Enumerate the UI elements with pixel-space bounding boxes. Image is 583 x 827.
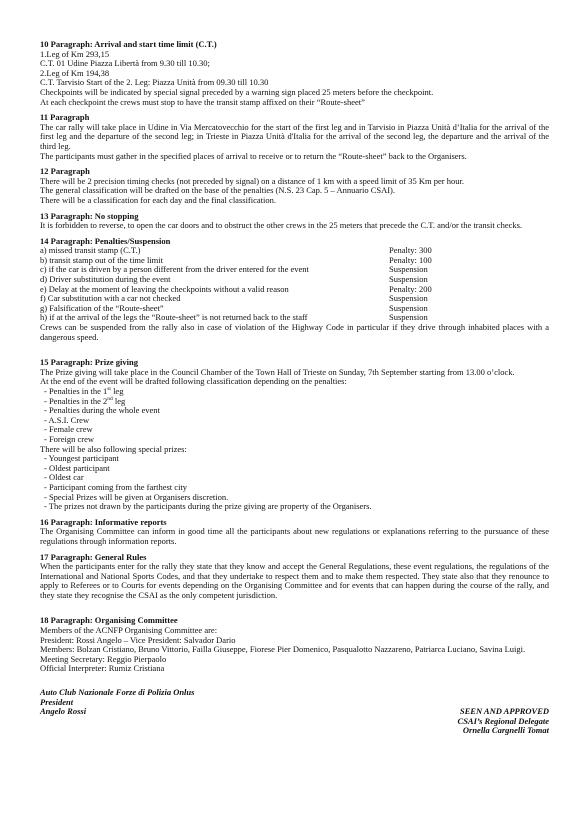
list-item: - Oldest car	[44, 472, 84, 483]
paragraph-16	[40, 518, 549, 547]
list-item: - Foreign crew	[44, 433, 95, 444]
penalty-value: Suspension	[389, 293, 428, 304]
penalty-item: a) missed transit stamp (C.T.)	[40, 245, 141, 256]
paragraph-12-line: There will be a classification for each day and the final classification.	[40, 194, 277, 205]
paragraph-12-title: 12 Paragraph	[40, 166, 90, 177]
penalty-value: Penalty: 200	[389, 283, 432, 294]
list-item: - Oldest participant	[44, 462, 110, 473]
signature-right	[458, 688, 549, 736]
committee-line: Official Interpreter: Rumiz Cristiana	[40, 663, 165, 674]
paragraph-10	[40, 40, 549, 107]
ct-tarvisio-time: C.T. Tarvisio Start of the 2. Leg: Piazza Unità from 09.30 till 10.30	[40, 77, 269, 88]
paragraph-11	[40, 113, 549, 161]
paragraph-14-note: Crews can be suspended from the rally also in case of violation of the Highway Code in particular if they drive through inhabited places with a dangerous speed.	[40, 322, 549, 342]
paragraph-14-title: 14 Paragraph: Penalties/Suspension	[40, 235, 171, 246]
penalty-value: Suspension	[389, 302, 428, 313]
checkpoint-note: Checkpoints will be indicated by special signal preceded by a warning sign placed 25 meters before the checkpoint.	[40, 86, 434, 97]
paragraph-12-line: There will be 2 precision timing checks (not preceded by signal) on a distance of 1 km with a speed limit of 35 Km per hour.	[40, 175, 464, 186]
penalty-item: c) if the car is driven by a person different from the driver entered for the event	[40, 264, 309, 275]
list-item: - Youngest participant	[44, 453, 119, 464]
list-item: - The prizes not drawn by the participants during the prize giving are property of the Organisers.	[44, 501, 372, 512]
list-item: - Penalties during the whole event	[44, 405, 160, 416]
committee-line: President: Rossi Angelo – Vice President: Salvador Dario	[40, 634, 236, 645]
ordinal-suffix: nd	[107, 395, 113, 402]
approval-label: SEEN AND APPROVED	[459, 706, 549, 717]
list-item: - Special Prizes will be given at Organisers discretion.	[44, 491, 229, 502]
signature-footer	[40, 688, 549, 736]
paragraph-15-text: The Prize giving will take place in the Council Chamber of the Town Hall of Trieste on Sunday, 7th September starting from 13.00 o’clock.	[40, 366, 515, 377]
paragraph-17-text: When the participants enter for the rally they state that they know and accept the General Regulations, these event regulations, the regulations of the International and National Sports Codes, and that they undertake to respect them and to make them respected. They state also that they renounce to apply to Referees or to Courts for events depending on the Organising Committee and for events that can happen during the course of the rally, and they state they recognise the CSAI as the only competent jurisdiction.	[40, 561, 549, 600]
approver-name: Ornella Cargnelli Tomat	[462, 725, 549, 736]
signatory-role: President	[40, 696, 74, 707]
paragraph-17-title: 17 Paragraph: General Rules	[40, 551, 147, 562]
penalty-value: Penalty: 300	[389, 245, 432, 256]
paragraph-15-text-3: There will be also following special prizes:	[40, 443, 187, 454]
penalty-item: e) Delay at the moment of leaving the checkpoints without a valid reason	[40, 283, 289, 294]
checkpoint-stop-note: At each checkpoint the crews must stop to have the transit stamp affixed on their “Route-sheet”	[40, 96, 365, 107]
penalty-value: Suspension	[389, 274, 428, 285]
paragraph-10-title: 10 Paragraph: Arrival and start time limit (C.T.)	[40, 39, 217, 49]
penalty-value: Suspension	[389, 264, 428, 275]
list-item-text: - Penalties in the 1	[44, 386, 108, 396]
paragraph-11-title: 11 Paragraph	[40, 112, 90, 123]
penalty-item: g) Falsification of the “Route-sheet”	[40, 302, 164, 313]
paragraph-16-text: The Organising Committee can inform in good time all the participants about new regulations or explanations referring to the pursuance of these regulations through information reports.	[40, 526, 549, 546]
list-item: - A.S.I. Crew	[44, 414, 90, 425]
penalty-value: Suspension	[389, 312, 428, 323]
paragraph-18-title: 18 Paragraph: Organising Committee	[40, 615, 178, 626]
leg2-distance: 2.Leg of Km 194,38	[40, 67, 110, 78]
paragraph-17	[40, 553, 549, 601]
paragraph-12	[40, 167, 549, 205]
paragraph-13-title: 13 Paragraph: No stopping	[40, 210, 139, 221]
paragraph-13-text: It is forbidden to reverse, to open the car doors and to obstruct the other crews in the 25 meters that precede the C.T. and/or the transit checks.	[40, 220, 523, 231]
committee-line: Meeting Secretary: Reggio Pierpaolo	[40, 653, 167, 664]
approver-role: CSAI’s Regional Delegate	[457, 715, 549, 726]
paragraph-12-line: The general classification will be drafted on the base of the penalties (N.S. 23 Cap. 5 – Annuario CSAI).	[40, 185, 396, 196]
list-item-text: - Penalties in the 2	[44, 395, 108, 406]
paragraph-15-title: 15 Paragraph: Prize giving	[40, 357, 138, 368]
penalty-item: d) Driver substitution during the event	[40, 274, 171, 285]
list-item-text: leg	[112, 395, 126, 406]
paragraph-13	[40, 212, 549, 231]
penalty-value: Penalty: 100	[389, 254, 432, 265]
paragraph-14	[40, 237, 549, 343]
ordinal-suffix: st	[107, 386, 111, 392]
committee-line: Members of the ACNFP Organising Committee are:	[40, 625, 218, 636]
list-item: - Female crew	[44, 424, 93, 435]
list-item: - Participant coming from the farthest city	[44, 481, 188, 492]
club-name: Auto Club Nazionale Forze di Polizia Onlus	[40, 687, 195, 698]
paragraph-11-text-2: The participants must gather in the specified places of arrival to receive or to return the “Route-sheet” back to the Organisers.	[40, 150, 467, 161]
leg1-distance: 1.Leg of Km 293,15	[40, 48, 110, 59]
penalty-item: f) Car substitution with a car not checked	[40, 293, 181, 304]
penalty-item: b) transit stamp out of the time limit	[40, 254, 163, 265]
list-item-text: leg	[110, 386, 124, 396]
paragraph-15-text-2: At the end of the event will be drafted following classification depending on the penalties:	[40, 376, 347, 387]
committee-line: Members: Bolzan Cristiano, Bruno Vittorio, Failla Giuseppe, Fiorese Pier Domenico, Pasqualotto Nazzareno, Patriarca Luciano, Savina Luigi.	[40, 644, 526, 655]
ct01-time: C.T. 01 Udine Piazza Libertà from 9.30 till 10.30;	[40, 58, 210, 69]
signature-left	[40, 688, 194, 736]
penalty-item: h) if at the arrival of the legs the “Route-sheet” is not returned back to the staff	[40, 312, 308, 323]
paragraph-16-title: 16 Paragraph: Informative reports	[40, 516, 167, 527]
paragraph-11-text: The car rally will take place in Udine in Via Mercatovecchio for the start of the first leg and in Tarvisio in Piazza Unità d’Italia for the arrival of the first leg and the departure of the second leg; in Trieste in Piazza Unità d'Italia for the arrival of the second leg, the departure and the arrival of the third leg.	[40, 121, 549, 151]
paragraph-18	[40, 616, 549, 674]
signatory-name: Angelo Rossi	[40, 706, 87, 717]
paragraph-15	[40, 358, 549, 512]
